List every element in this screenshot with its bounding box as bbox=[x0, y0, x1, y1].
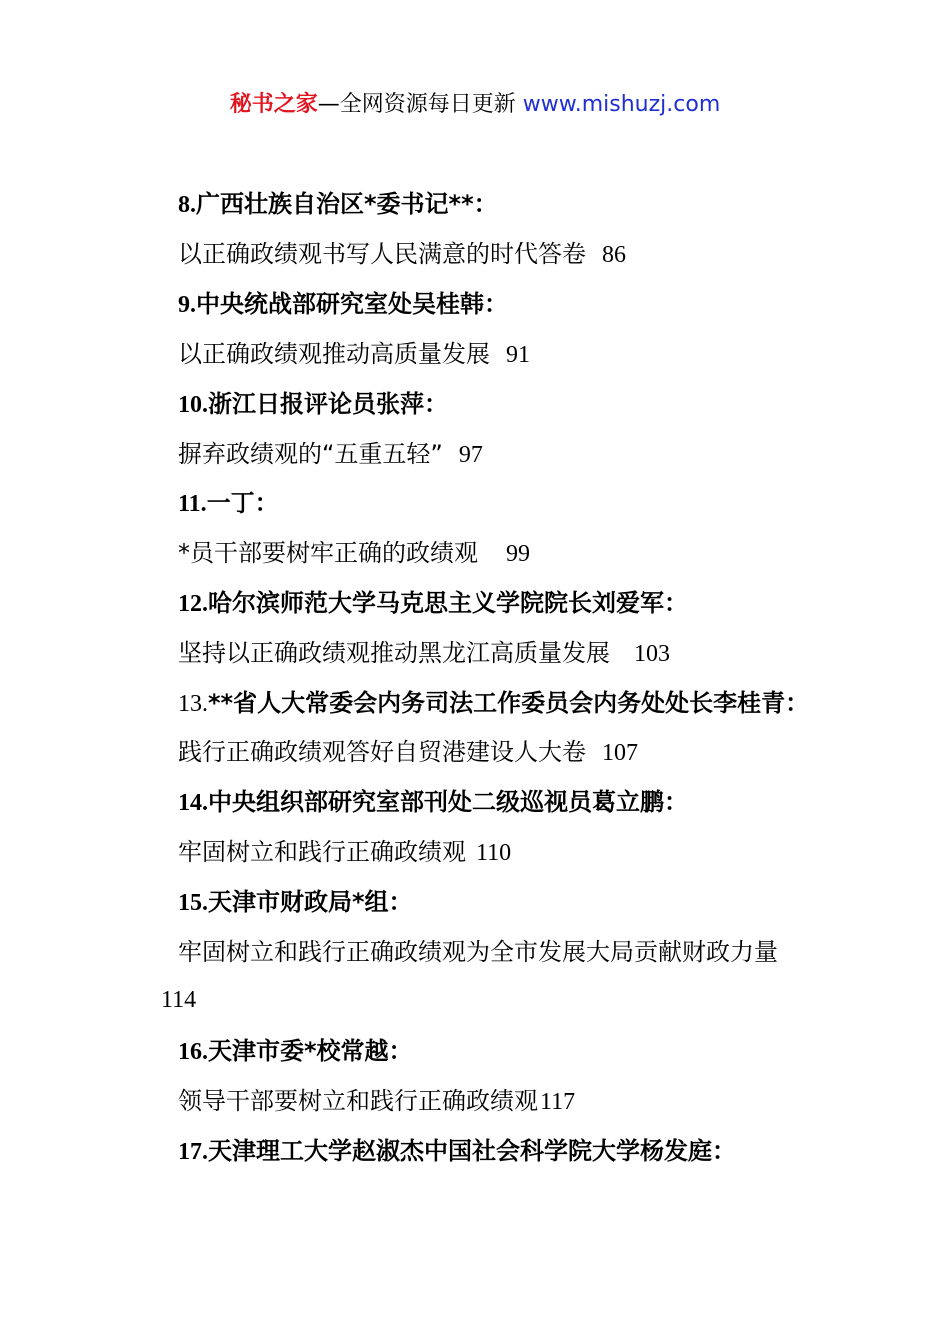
page-number: 97 bbox=[458, 442, 483, 468]
toc-heading-8 bbox=[178, 187, 498, 222]
toc-heading-14 bbox=[178, 785, 688, 820]
toc-line-10[interactable] bbox=[178, 437, 483, 472]
entry-number: 9. bbox=[178, 292, 196, 318]
page-number: 107 bbox=[602, 740, 638, 766]
entry-title: 坚持以正确政绩观推动黑龙江高质量发展 bbox=[178, 639, 610, 667]
toc-line-15[interactable] bbox=[178, 935, 778, 969]
toc-heading-17 bbox=[178, 1134, 736, 1169]
toc-heading-10 bbox=[178, 387, 448, 422]
page-number: 91 bbox=[506, 342, 530, 368]
entry-number: 17. bbox=[178, 1139, 208, 1165]
entry-number: 12. bbox=[178, 591, 208, 617]
page-number: 117 bbox=[540, 1089, 576, 1115]
site-url-link[interactable]: www.mishuzj.com bbox=[522, 92, 721, 117]
toc-heading-16 bbox=[178, 1034, 413, 1069]
entry-author: 广西壮族自治区*委书记**： bbox=[196, 190, 498, 218]
entry-title: 以正确政绩观推动高质量发展 bbox=[178, 340, 490, 368]
entry-number: 8. bbox=[178, 192, 196, 218]
entry-author: 天津市委*校常越： bbox=[208, 1037, 413, 1065]
toc-heading-15 bbox=[178, 885, 413, 920]
toc-line-9[interactable] bbox=[178, 337, 530, 372]
toc-line-13[interactable] bbox=[178, 735, 638, 770]
toc-line-11[interactable] bbox=[178, 536, 530, 571]
toc-heading-12 bbox=[178, 586, 688, 621]
page-number: 86 bbox=[602, 242, 626, 268]
entry-author: 哈尔滨师范大学马克思主义学院院长刘爱军： bbox=[208, 589, 688, 617]
brand-name: 秘书之家 bbox=[229, 92, 318, 117]
entry-title: *员干部要树牢正确的政绩观 bbox=[178, 539, 478, 567]
entry-number: 10. bbox=[178, 392, 208, 418]
entry-number: 14. bbox=[178, 790, 208, 816]
page-number: 110 bbox=[476, 840, 512, 866]
page-number: 99 bbox=[506, 541, 530, 567]
entry-number: 11. bbox=[178, 491, 207, 517]
entry-title: 牢固树立和践行正确政绩观 bbox=[178, 838, 466, 866]
entry-title: 领导干部要树立和践行正确政绩观 bbox=[178, 1087, 538, 1115]
entry-number: 13. bbox=[178, 691, 208, 717]
toc-line-14[interactable] bbox=[178, 835, 511, 870]
entry-title: 牢固树立和践行正确政绩观为全市发展大局贡献财政力量 bbox=[178, 938, 778, 966]
page-number: 114 bbox=[161, 987, 197, 1013]
toc-heading-13 bbox=[178, 686, 809, 721]
toc-heading-9 bbox=[178, 287, 508, 322]
toc-heading-11 bbox=[178, 486, 279, 521]
toc-line-8[interactable] bbox=[178, 237, 626, 272]
banner-tagline: —全网资源每日更新 bbox=[317, 92, 516, 117]
entry-title: 以正确政绩观书写人民满意的时代答卷 bbox=[178, 240, 586, 268]
toc-line-16[interactable] bbox=[178, 1084, 575, 1119]
entry-author: 中央统战部研究室处吴桂韩： bbox=[196, 290, 508, 318]
site-banner bbox=[0, 88, 950, 122]
toc-line-12[interactable] bbox=[178, 636, 670, 671]
entry-author: **省人大常委会内务司法工作委员会内务处处长李桂青： bbox=[208, 689, 810, 717]
entry-author: 天津市财政局*组： bbox=[208, 888, 413, 916]
entry-number: 15. bbox=[178, 890, 208, 916]
entry-number: 16. bbox=[178, 1039, 208, 1065]
entry-author: 天津理工大学赵淑杰中国社会科学院大学杨发庭： bbox=[208, 1137, 736, 1165]
entry-author: 浙江日报评论员张萍： bbox=[208, 390, 448, 418]
page-number: 103 bbox=[634, 641, 670, 667]
entry-author: 中央组织部研究室部刊处二级巡视员葛立鹏： bbox=[208, 788, 688, 816]
entry-author: 一丁： bbox=[206, 489, 279, 517]
entry-title: 摒弃政绩观的“五重五轻” bbox=[178, 440, 443, 468]
entry-title: 践行正确政绩观答好自贸港建设人大卷 bbox=[178, 738, 586, 766]
